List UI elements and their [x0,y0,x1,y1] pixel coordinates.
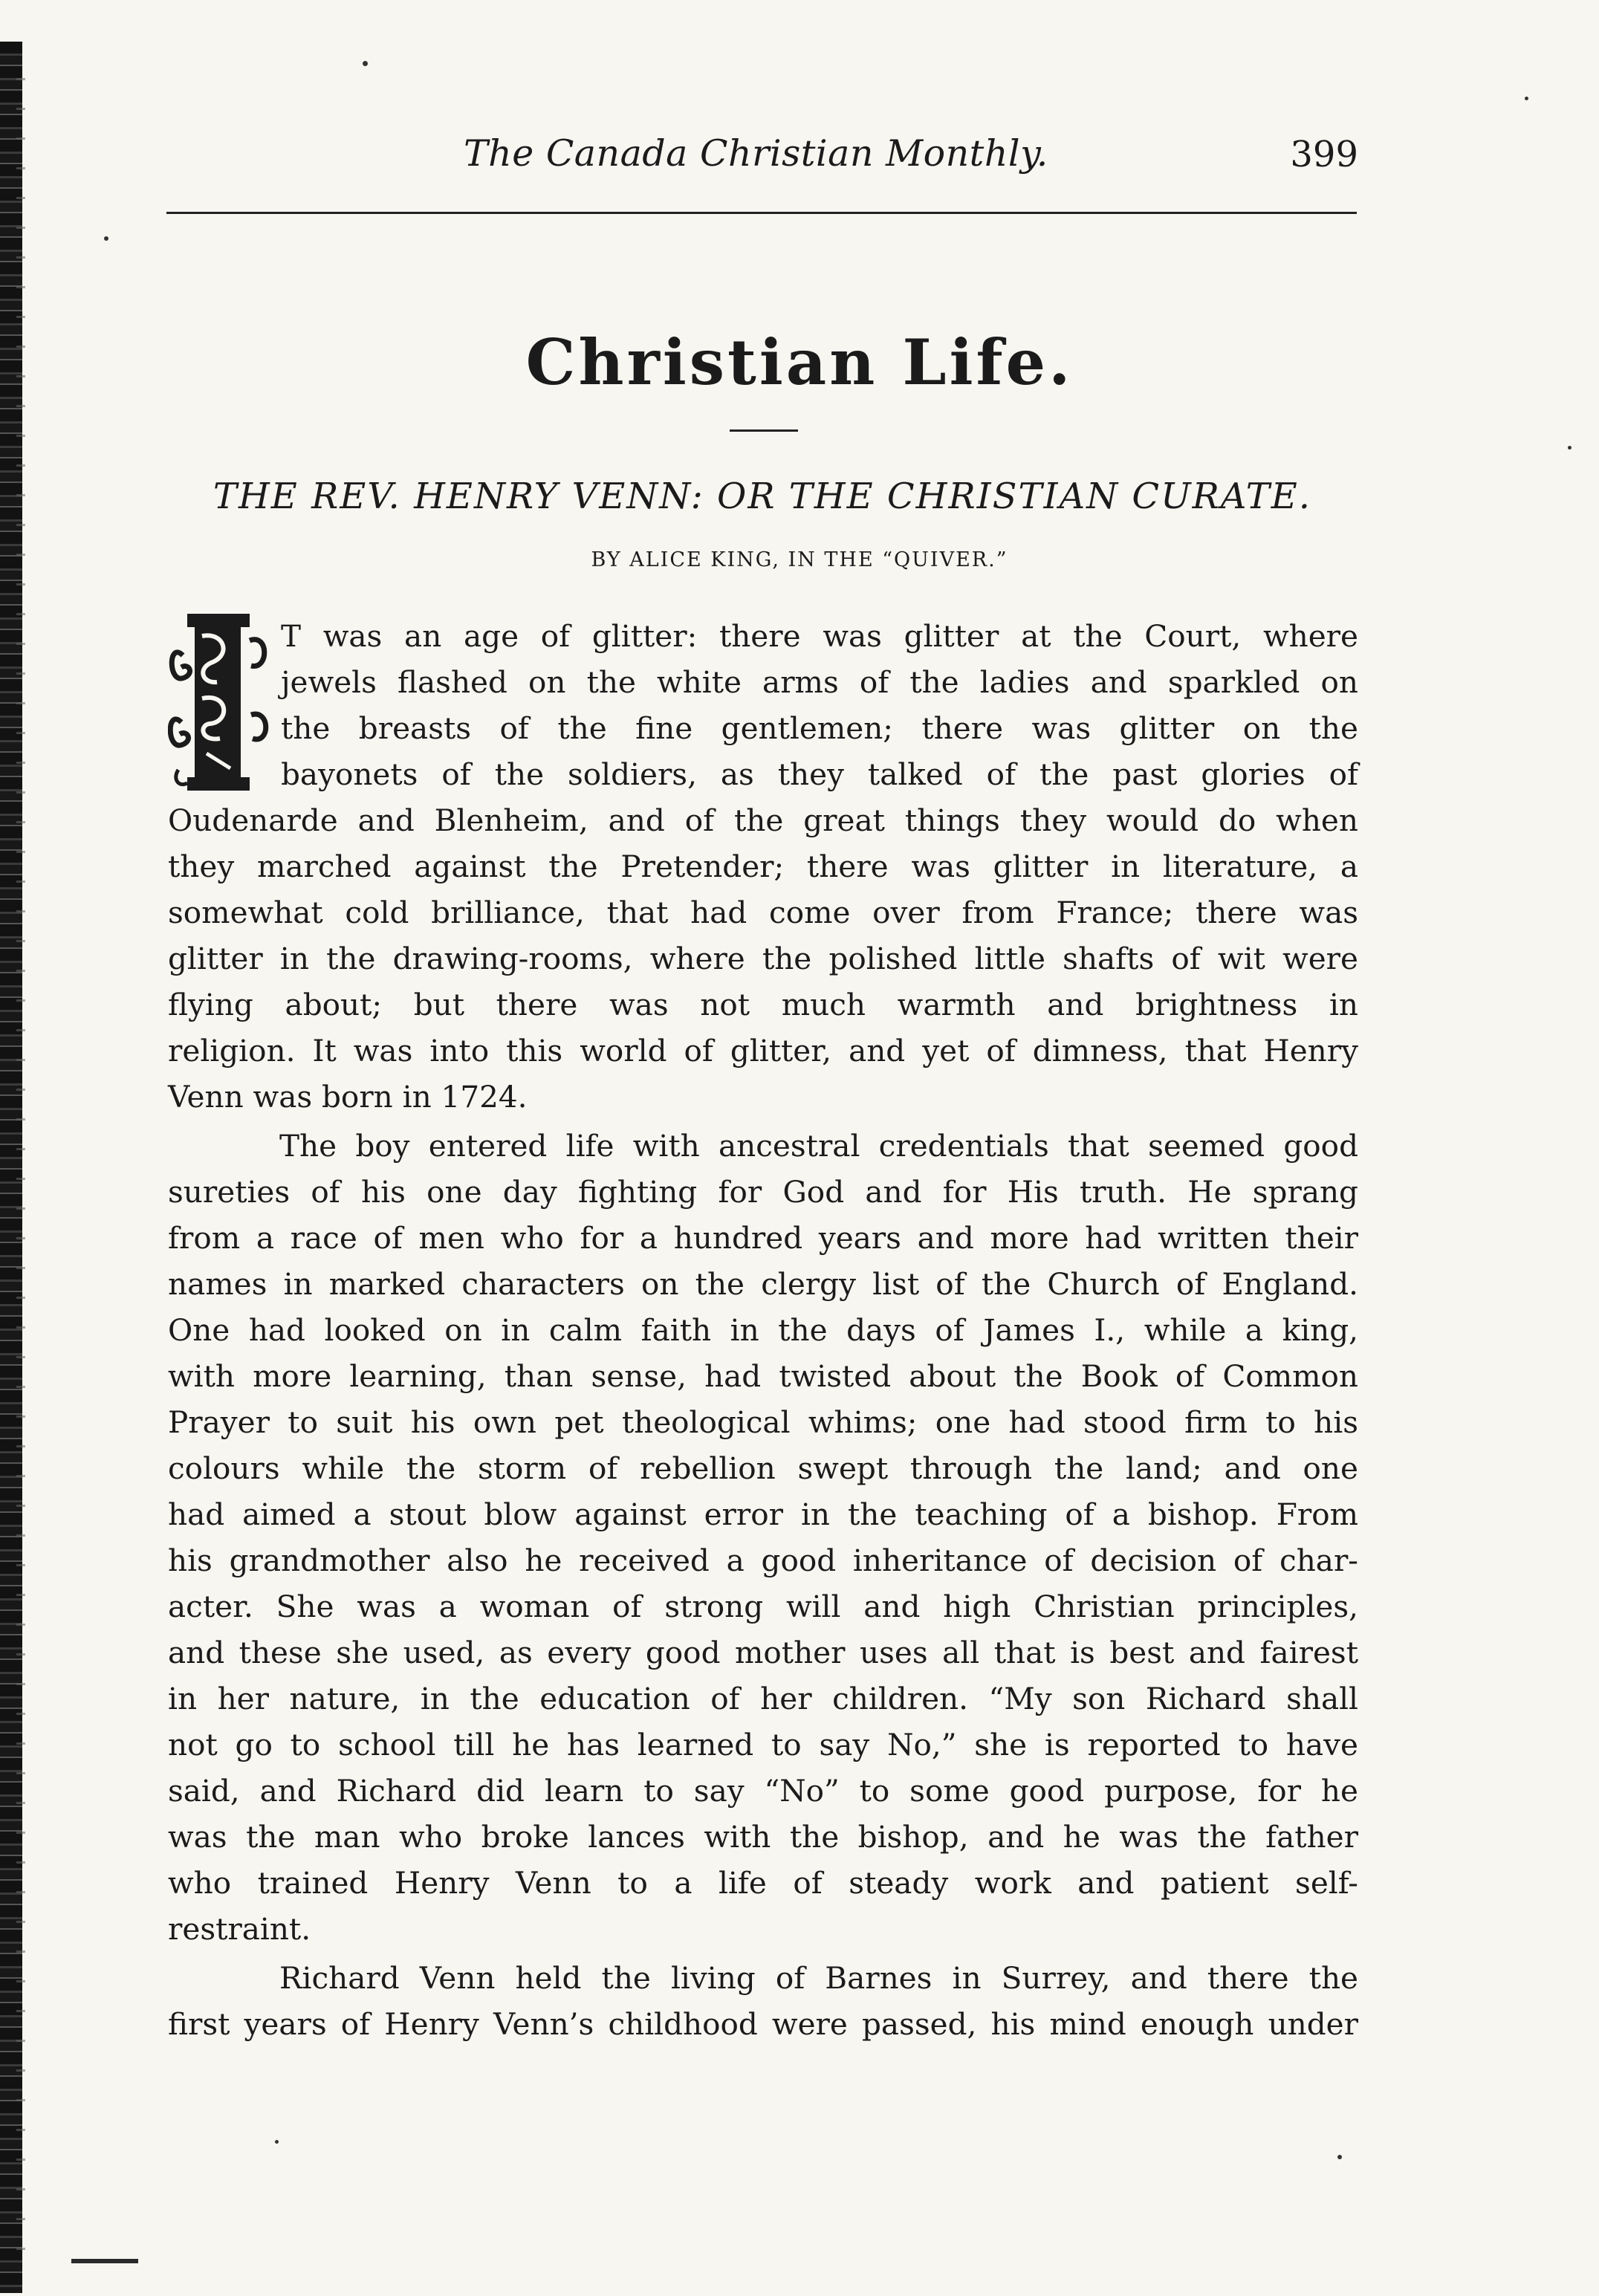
section-title: Christian Life. [525,325,1074,399]
scan-speck [1568,446,1572,450]
text-line: with more learning, than sense, had twisted about the Book of Common [168,1358,1358,1394]
text-line: religion. It was into this world of glitter, and yet of dimness, that Henry [168,1033,1358,1068]
text-line: who trained Henry Venn to a life of steady work and patient self- [168,1865,1358,1901]
scan-speck [1525,97,1528,100]
running-title: The Canada Christian Monthly. [464,132,1048,175]
text-line: Oudenarde and Blenheim, and of the great things they would do when [168,802,1358,838]
text-line: Richard Venn held the living of Barnes in Surrey, and there the [279,1960,1358,1996]
text-line: his grandmother also he received a good inheritance of decision of char- [168,1543,1358,1578]
text-line: sureties of his one day fighting for God and for His truth. He sprang [168,1174,1358,1210]
text-line: had aimed a stout blow against error in the teaching of a bishop. From [168,1496,1358,1532]
scan-speck [363,61,368,66]
text-line: said, and Richard did learn to say “No” to some good purpose, for he [168,1773,1358,1809]
header-rule [166,212,1357,214]
article-byline: BY ALICE KING, IN THE “QUIVER.” [591,548,1008,571]
scan-speck [275,2140,279,2144]
text-line: The boy entered life with ancestral credentials that seemed good [279,1128,1358,1164]
article-body [168,613,1358,2047]
text-line: colours while the storm of rebellion swept through the land; and one [168,1450,1358,1486]
text-line: T was an age of glitter: there was glitter at the Court, where [281,618,1358,654]
page-number: 399 [1290,134,1358,175]
text-line: first years of Henry Venn’s childhood were passed, his mind enough under [168,2006,1358,2042]
article-title: THE REV. HENRY VENN: OR THE CHRISTIAN CURATE. [213,476,1312,517]
text-line: and these she used, as every good mother uses all that is best and fairest [168,1635,1358,1670]
text-line: flying about; but there was not much warmth and brightness in [168,987,1358,1022]
text-line: glitter in the drawing-rooms, where the polished little shafts of wit were [168,941,1358,976]
text-line: in her nature, in the education of her children. “My son Richard shall [168,1681,1358,1716]
text-line: they marched against the Pretender; there was glitter in literature, a [168,849,1358,884]
text-line: acter. She was a woman of strong will and high Christian principles, [168,1589,1358,1624]
text-line: One had looked on in calm faith in the days of James I., while a king, [168,1312,1358,1348]
text-line: not go to school till he has learned to say No,” she is reported to have [168,1727,1358,1762]
scan-speck [1337,2155,1342,2159]
text-line: somewhat cold brilliance, that had come over from France; there was [168,895,1358,930]
title-divider [730,429,798,432]
text-line: from a race of men who for a hundred years and more had written their [168,1220,1358,1256]
text-line: Venn was born in 1724. [168,1079,528,1115]
text-line: Prayer to suit his own pet theological whims; one had stood firm to his [168,1404,1358,1440]
text-line: the breasts of the fine gentlemen; there was glitter on the [281,710,1358,746]
text-line: was the man who broke lances with the bishop, and he was the father [168,1819,1358,1855]
text-line: names in marked characters on the clergy list of the Church of England. [168,1266,1358,1302]
gutter-foot-mark [71,2259,138,2263]
text-line: bayonets of the soldiers, as they talked of the past glories of [281,756,1358,792]
text-line: jewels flashed on the white arms of the ladies and sparkled on [281,664,1358,700]
text-line: restraint. [168,1911,311,1947]
page-header [166,132,1358,192]
scan-speck [104,236,108,241]
